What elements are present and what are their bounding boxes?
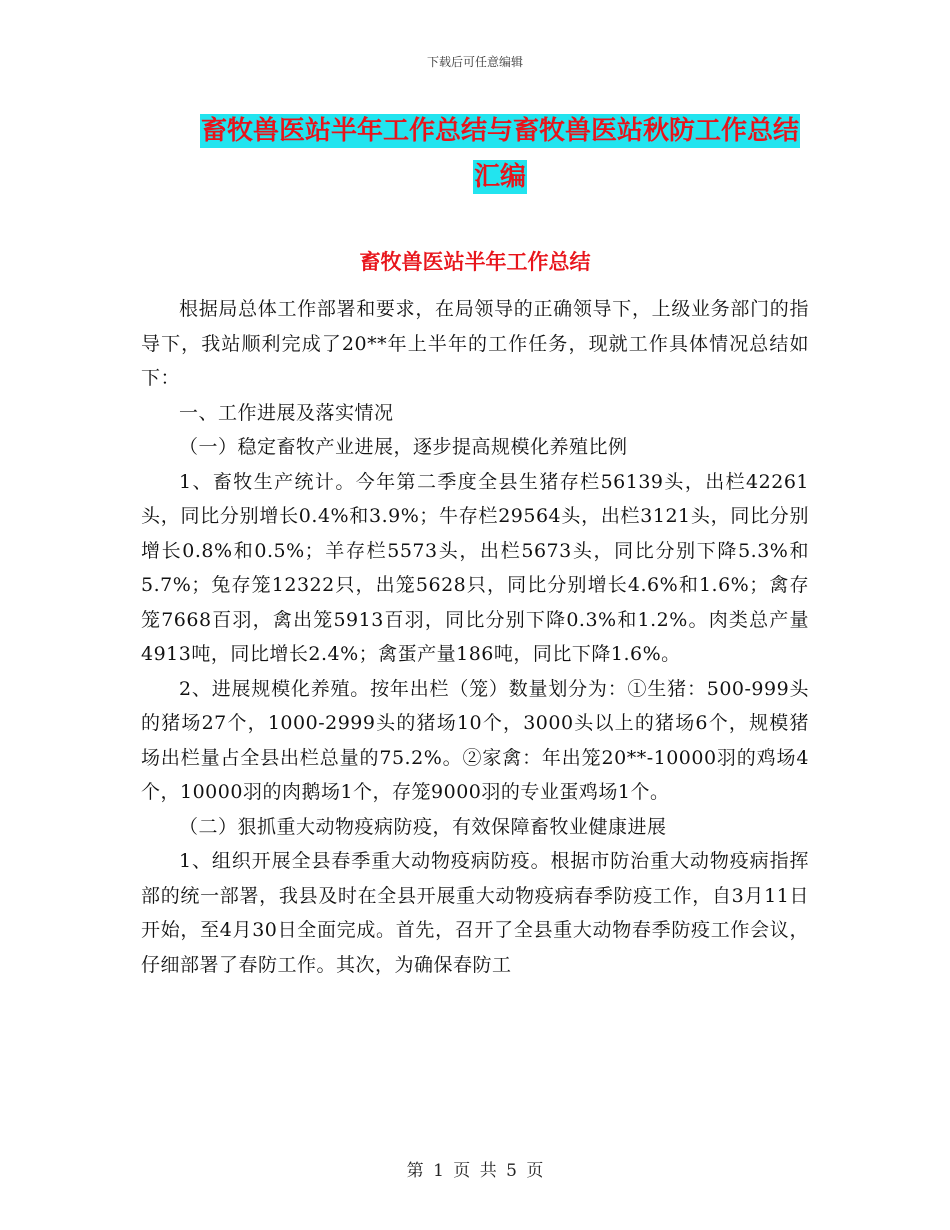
paragraph-production-statistics: 1、畜牧生产统计。今年第二季度全县生猪存栏56139头，出栏42261头，同比分别增长0.4%和3.9%；牛存栏29564头，出栏3121头，同比分别增长0.8%和0.5%；羊存栏5573头，出栏5673头，同比分别下降5.3%和5.7%；兔存笼12322只，出笼5628只，同比分别增长4.6%和1.6%；禽存笼7668百羽，禽出笼5913百羽，同比分别下降0.3%和1.2%。肉类总产量4913吨，同比增长2.4%；禽蛋产量186吨，同比下降1.6%。: [141, 470, 809, 665]
heading-work-progress: 一、工作进展及落实情况: [179, 401, 394, 424]
paragraph-scale-farming: 2、进展规模化养殖。按年出栏（笼）数量划分为：①生猪：500-999头的猪场27个，1000-2999头的猪场10个，3000头以上的猪场6个，规模猪场出栏量占全县出栏总量的75.2%。②家禽：年出笼20**-10000羽的鸡场4个，10000羽的肉鹅场1个，存笼9000羽的专业蛋鸡场1个。: [141, 677, 809, 803]
document-title-line1: 畜牧兽医站半年工作总结与畜牧兽医站秋防工作总结: [200, 116, 799, 146]
paragraph-intro: 根据局总体工作部署和要求，在局领导的正确领导下，上级业务部门的指导下，我站顺利完成了20**年上半年的工作任务，现就工作具体情况总结如下：: [141, 298, 809, 389]
section-title: 畜牧兽医站半年工作总结: [359, 250, 591, 274]
document-title-line2: 汇编: [473, 162, 526, 192]
paragraph-spring-prevention: 1、组织开展全县春季重大动物疫病防疫。根据市防治重大动物疫病指挥部的统一部署，我县及时在全县开展重大动物疫病春季防疫工作，自3月11日开始，至4月30日全面完成。首先，召开了全县重大动物春季防疫工作会议，仔细部署了春防工作。其次，为确保春防工: [141, 850, 809, 976]
subheading-disease-prevention: （二）狠抓重大动物疫病防疫，有效保障畜牧业健康进展: [179, 815, 667, 838]
page-header-note: 下载后可任意编辑: [426, 55, 523, 69]
subheading-livestock-industry: （一）稳定畜牧产业进展，逐步提高规模化养殖比例: [179, 436, 628, 458]
document-body: [141, 292, 809, 982]
page-footer: 第 1 页 共 5 页: [406, 1161, 544, 1181]
document-title: [140, 108, 860, 200]
